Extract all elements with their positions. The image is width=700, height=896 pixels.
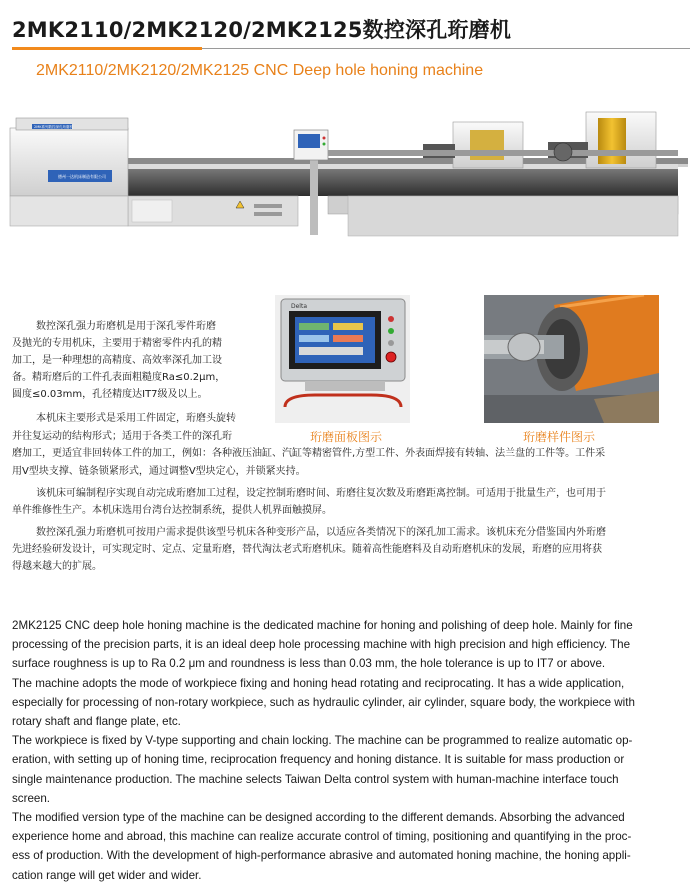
cn-para1-line4: 备。精珩磨后的工件孔表面粗糙度Ra≤0.2μm， [12, 372, 226, 383]
cn-full-line5: 数控深孔强力珩磨机可按用户需求提供该型号机床各种变形产品，以适应各类情况下的深孔加工需求。该机床充分借鉴国内外珩磨 [36, 527, 606, 538]
title-rule [202, 48, 690, 49]
page-title-cn: 2MK2110/2MK2120/2MK2125数控深孔珩磨机 [12, 18, 512, 42]
en-line: experience home and abroad, this machine can realize accurate control of timing, positioning and quantifying in the proc- [12, 830, 632, 844]
en-line: The workpiece is fixed by V-type supporting and chain locking. The machine can be programmed to realize automatic op- [12, 734, 633, 748]
cn-para1-line3: 加工，是一种理想的高精度、高效率深孔加工设 [12, 355, 222, 366]
cn-para2-line1: 本机床主要形式是采用工件固定，珩磨头旋转 [36, 413, 236, 424]
honing-machine-photo [8, 100, 692, 260]
en-line: The modified version type of the machine can be designed according to the different demands. Absorbing the advanced [12, 811, 625, 825]
en-line: rotary shaft and flange plate, etc. [12, 715, 181, 729]
cn-para1-line2: 及抛光的专用机床，主要用于精密零件内孔的精 [12, 338, 222, 349]
panel-caption: 珩磨面板图示 [310, 430, 383, 444]
page-title-en: 2MK2110/2MK2120/2MK2125 CNC Deep hole honing machine [36, 62, 484, 79]
cn-full-line2: 用V型块支撑、链条锁紧形式，通过调整V型块定心，并锁紧夹持。 [12, 466, 306, 477]
en-line: eration, with setting up of honing time, reciprocation frequency and honing distance. It is suitable for mass production or [12, 753, 625, 767]
en-line: screen. [12, 791, 51, 805]
cn-para2-line2: 并往复运动的结构形式；适用于各类工件的深孔珩 [12, 431, 232, 442]
en-line: ess of production. With the development of high-performance abrasive and automated honing machine, the honing appli- [12, 849, 631, 863]
sample-caption: 珩磨样件图示 [523, 430, 596, 444]
cn-full-line7: 得越来越大的扩展。 [12, 561, 102, 572]
title-rule-accent [12, 47, 202, 50]
machine-plate-text: 2MK系列数控深孔珩磨机 [34, 125, 74, 129]
en-line: processing of the precision parts, it is an ideal deep hole processing machine with high precision and high efficiency. The [12, 638, 631, 652]
en-line: 2MK2125 CNC deep hole honing machine is the dedicated machine for honing and polishing of deep hole. Mainly for fine [12, 619, 633, 632]
cn-para1-line1: 数控深孔强力珩磨机是用于深孔零件珩磨 [36, 321, 216, 332]
panel-brand: Delta [291, 303, 308, 310]
cn-para1-line5: 圆度≤0.03mm，孔径精度达IT7级及以上。 [12, 389, 208, 400]
machine-logo-text: 德州一达机床制造有限公司 [58, 174, 106, 179]
cn-full-line6: 先进经验研发设计，可实现定时、定点、定量珩磨，替代淘汰老式珩磨机床。随着高性能磨料及自动珩磨机床的发展，珩磨的应用将获 [12, 544, 602, 555]
en-line: especially for processing of non-rotary workpiece, such as hydraulic cylinder, air cylinder, square body, the workpiece with [12, 695, 635, 709]
cn-full-line3: 该机床可编制程序实现自动完成珩磨加工过程，设定控制珩磨时间、珩磨往复次数及珩磨距离控制。可适用于批量生产，也可用于 [36, 488, 606, 499]
en-line: surface roughness is up to Ra 0.2 μm and roundness is less than 0.03 mm, the hole tolerance is up to IT7 or above. [12, 657, 606, 671]
control-panel-photo [275, 295, 410, 423]
cn-full-line1: 磨加工，更适宜非回转体工件的加工，例如：各种液压油缸、汽缸等精密管件,方型工件、外表面焊接有转轴、法兰盘的工件等。工件采 [12, 448, 606, 459]
cn-full-line4: 单件维修性生产。本机床选用台湾台达控制系统，提供人机界面触摸屏。 [12, 505, 332, 516]
en-line: The machine adopts the mode of workpiece fixing and honing head rotating and reciprocating. It has a wide application, [12, 676, 625, 690]
honing-sample-photo [484, 295, 659, 423]
english-description [12, 616, 688, 885]
en-line: cation range will get wider and wider. [12, 868, 202, 882]
en-line: single maintenance production. The machine selects Taiwan Delta control system with human-machine interface touch [12, 772, 619, 786]
